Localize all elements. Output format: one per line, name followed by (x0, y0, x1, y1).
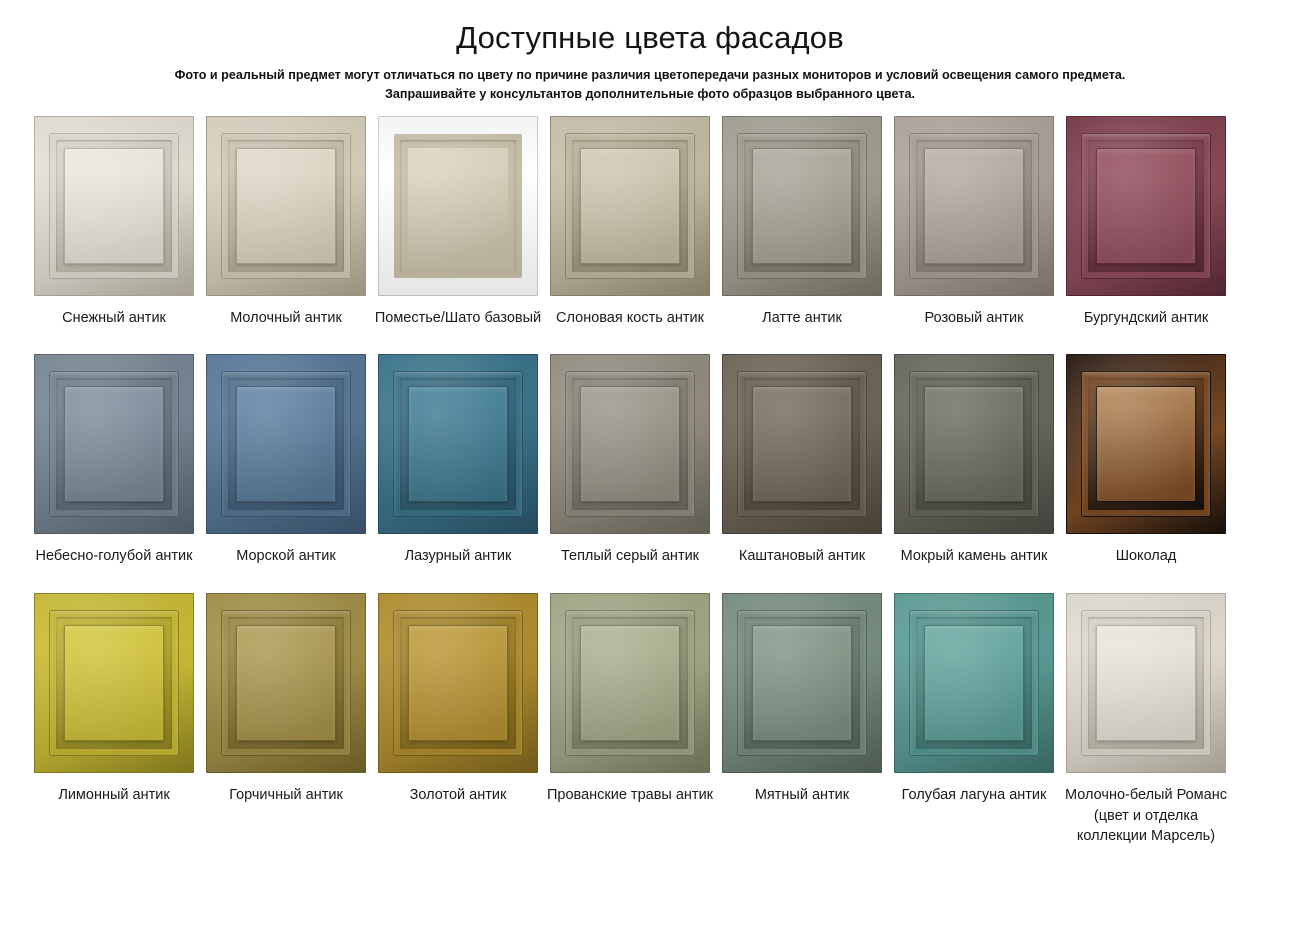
swatch-label: Голубая лагуна антик (901, 786, 1047, 803)
door-panel (206, 593, 366, 773)
door-panel (722, 116, 882, 296)
swatch-item[interactable] (546, 593, 714, 847)
swatch-item[interactable] (34, 116, 194, 329)
disclaimer-line-2: Запрашивайте у консультантов дополнительные фото образцов выбранного цвета. (384, 86, 916, 101)
swatch-label: Снежный антик (62, 309, 166, 326)
page-title: Доступные цвета фасадов (456, 20, 844, 55)
swatch-item[interactable] (378, 354, 538, 567)
swatch-label: Слоновая кость антик (556, 309, 704, 326)
swatch-item[interactable] (722, 116, 882, 329)
swatch-item[interactable] (374, 116, 542, 329)
swatch-item[interactable] (722, 593, 882, 847)
swatch-label: Каштановый антик (738, 548, 866, 565)
door-panel (206, 116, 366, 296)
swatch-item[interactable] (1066, 593, 1226, 847)
swatch-item[interactable] (894, 593, 1054, 847)
swatch-grid (0, 116, 1300, 847)
swatch-item[interactable] (206, 116, 366, 329)
swatch-label: Горчичный антик (229, 786, 343, 803)
door-panel (894, 116, 1054, 296)
swatch-label: Молочно-белый Романс (цвет и отделка коллекции Марсель) (1065, 786, 1227, 845)
swatch-label: Молочный антик (230, 309, 342, 326)
door-panel (550, 116, 710, 296)
swatch-item[interactable] (1066, 354, 1226, 567)
door-panel (550, 593, 710, 773)
swatch-label: Прованские травы антик (546, 786, 714, 803)
door-panel (722, 354, 882, 534)
swatch-item[interactable] (550, 116, 710, 329)
swatch-row (34, 116, 1266, 329)
swatch-label: Розовый антик (924, 309, 1024, 326)
swatch-label: Морской антик (236, 548, 336, 565)
color-palette-page (0, 20, 1300, 951)
door-panel (722, 593, 882, 773)
swatch-label: Небесно-голубой антик (35, 548, 193, 565)
door-panel (378, 116, 538, 296)
door-panel (1066, 593, 1226, 773)
swatch-item[interactable] (722, 354, 882, 567)
swatch-label: Мокрый камень антик (900, 548, 1048, 565)
door-panel (34, 116, 194, 296)
swatch-item[interactable] (34, 593, 194, 847)
swatch-label: Лазурный антик (404, 548, 512, 565)
swatch-item[interactable] (894, 116, 1054, 329)
swatch-item[interactable] (378, 593, 538, 847)
door-panel (206, 354, 366, 534)
swatch-item[interactable] (206, 354, 366, 567)
door-panel (378, 354, 538, 534)
swatch-label: Поместье/Шато базовый (374, 309, 542, 326)
swatch-row (34, 354, 1266, 567)
swatch-label: Латте антик (762, 309, 842, 326)
door-panel (34, 593, 194, 773)
door-panel (550, 354, 710, 534)
swatch-item[interactable] (206, 593, 366, 847)
swatch-label: Шоколад (1115, 548, 1177, 565)
door-panel (378, 593, 538, 773)
disclaimer-note (40, 66, 1260, 104)
swatch-item[interactable] (1066, 116, 1226, 329)
door-panel (1066, 354, 1226, 534)
swatch-row (34, 593, 1266, 847)
swatch-label: Золотой антик (409, 786, 507, 803)
door-panel (34, 354, 194, 534)
door-panel (1066, 116, 1226, 296)
swatch-label: Теплый серый антик (560, 548, 700, 565)
swatch-label: Бургундский антик (1083, 309, 1209, 326)
door-panel (894, 354, 1054, 534)
swatch-label: Лимонный антик (58, 786, 170, 803)
disclaimer-line-1: Фото и реальный предмет могут отличаться по цвету по причине различия цветопередачи разных мониторов и условий освещения самого предмета. (174, 68, 1126, 82)
door-panel (894, 593, 1054, 773)
swatch-label: Мятный антик (754, 786, 850, 803)
swatch-item[interactable] (894, 354, 1054, 567)
swatch-item[interactable] (550, 354, 710, 567)
swatch-item[interactable] (34, 354, 194, 567)
